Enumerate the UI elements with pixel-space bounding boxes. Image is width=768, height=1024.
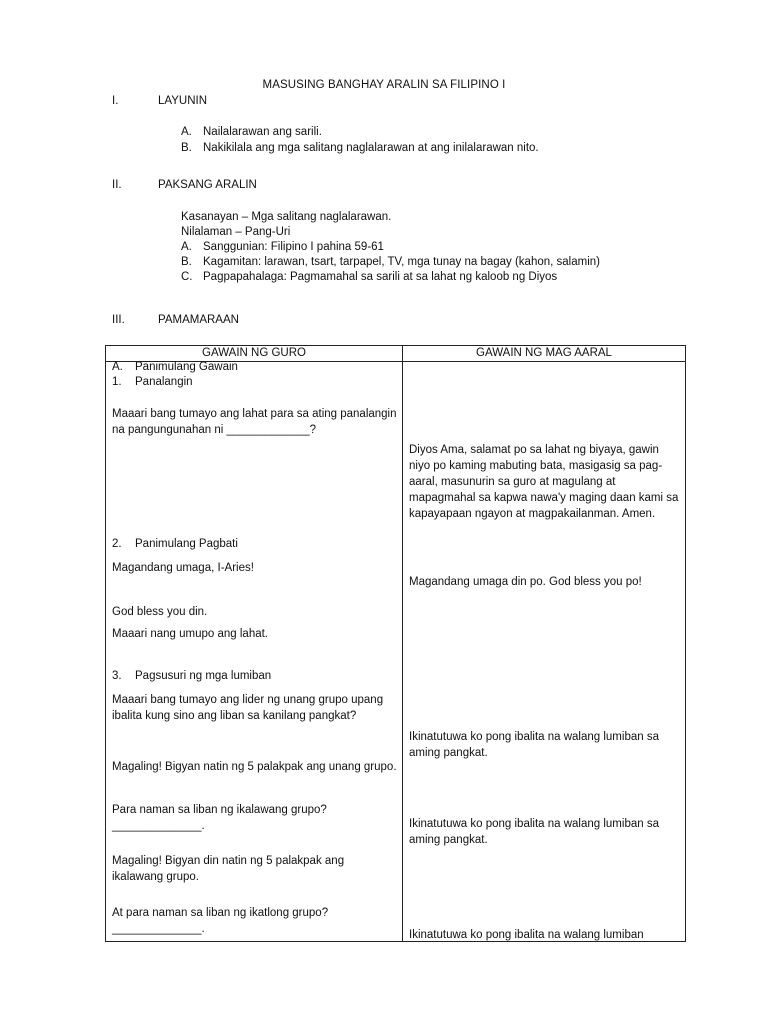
- section-number-1: I.: [112, 95, 119, 107]
- column-divider: [402, 346, 403, 941]
- guro-magaling-unang-grupo: Magaling! Bigyan natin ng 5 palakpak ang unang grupo.: [112, 761, 397, 773]
- mag-aaral-ulat-ikatlong-grupo: Ikinatutuwa ko pong ibalita na walang lumiban: [409, 929, 644, 941]
- column-header-guro: GAWAIN NG GURO: [202, 347, 306, 359]
- layunin-item-text: Nakikilala ang mga salitang naglalarawan at ang inilalarawan nito.: [203, 142, 539, 154]
- guro-magaling-ikalawang-grupo: Magaling! Bigyan din natin ng 5 palakpak ang ikalawang grupo.: [112, 855, 345, 883]
- paksa-item-letter: C.: [181, 271, 193, 283]
- document-title: MASUSING BANGHAY ARALIN SA FILIPINO I: [262, 79, 506, 91]
- guro-step-panalangin: Panalangin: [135, 376, 193, 388]
- paksa-item-letter: B.: [181, 256, 192, 268]
- guro-subheading-panimulang-gawain: Panimulang Gawain: [135, 361, 238, 373]
- section-number-3: III.: [112, 314, 125, 326]
- mag-aaral-sagot-bati: Magandang umaga din po. God bless you po!: [409, 576, 642, 588]
- guro-ikatlong-grupo: At para naman sa liban ng ikatlong grupo? ______________.: [112, 907, 329, 935]
- layunin-item-text: Nailalarawan ang sarili.: [203, 126, 322, 138]
- kasanayan-line: Kasanayan – Mga salitang naglalarawan.: [181, 211, 392, 223]
- guro-god-bless: God bless you din.: [112, 606, 208, 618]
- layunin-item-letter: B.: [181, 142, 192, 154]
- guro-umupo: Maaari nang umupo ang lahat.: [112, 628, 268, 640]
- guro-step-number: 2.: [112, 538, 122, 550]
- mag-aaral-ulat-ikalawang-grupo: Ikinatutuwa ko pong ibalita na walang lumiban sa aming pangkat.: [409, 818, 659, 846]
- guro-step-number: 3.: [112, 670, 122, 682]
- column-header-mag-aaral: GAWAIN NG MAG AARAL: [476, 347, 612, 359]
- guro-step-pagsusuri: Pagsusuri ng mga lumiban: [135, 670, 272, 682]
- procedure-table: [105, 345, 686, 942]
- guro-step-pagbati: Panimulang Pagbati: [135, 538, 238, 550]
- guro-lider-prompt: Maaari bang tumayo ang lider ng unang grupo upang ibalita kung sino ang liban sa kanilang pangkat?: [112, 694, 384, 722]
- section-number-2: II.: [112, 179, 122, 191]
- guro-subheading-letter: A.: [112, 361, 123, 373]
- guro-ikalawang-grupo: Para naman sa liban ng ikalawang grupo? ______________.: [112, 804, 327, 832]
- guro-panalangin-prompt: Maaari bang tumayo ang lahat para sa ating panalangin na pangungunahan ni _____________?: [112, 408, 397, 436]
- nilalaman-line: Nilalaman – Pang-Uri: [181, 226, 291, 238]
- paksa-item-text: Pagpapahalaga: Pagmamahal sa sarili at sa lahat ng kaloob ng Diyos: [203, 271, 558, 283]
- section-heading-layunin: LAYUNIN: [158, 95, 207, 107]
- paksa-item-letter: A.: [181, 241, 192, 253]
- section-heading-pamamaraan: PAMAMARAAN: [158, 314, 239, 326]
- guro-bati: Magandang umaga, I-Aries!: [112, 562, 254, 574]
- guro-step-number: 1.: [112, 376, 122, 388]
- mag-aaral-panalangin: Diyos Ama, salamat po sa lahat ng biyaya, gawin niyo po kaming mabuting bata, masigasig sa pag-aaral, masunurin sa guro at magulang at mapagmahal sa kapwa nawa'y maging daan kami sa kapayapaan ngayon at magpakailanman. Amen.: [409, 444, 679, 520]
- layunin-item-letter: A.: [181, 126, 192, 138]
- mag-aaral-ulat-unang-grupo: Ikinatutuwa ko pong ibalita na walang lumiban sa aming pangkat.: [409, 731, 659, 759]
- paksa-item-text: Sanggunian: Filipino I pahina 59-61: [203, 241, 384, 253]
- section-heading-paksang-aralin: PAKSANG ARALIN: [158, 179, 257, 191]
- paksa-item-text: Kagamitan: larawan, tsart, tarpapel, TV, mga tunay na bagay (kahon, salamin): [203, 256, 600, 268]
